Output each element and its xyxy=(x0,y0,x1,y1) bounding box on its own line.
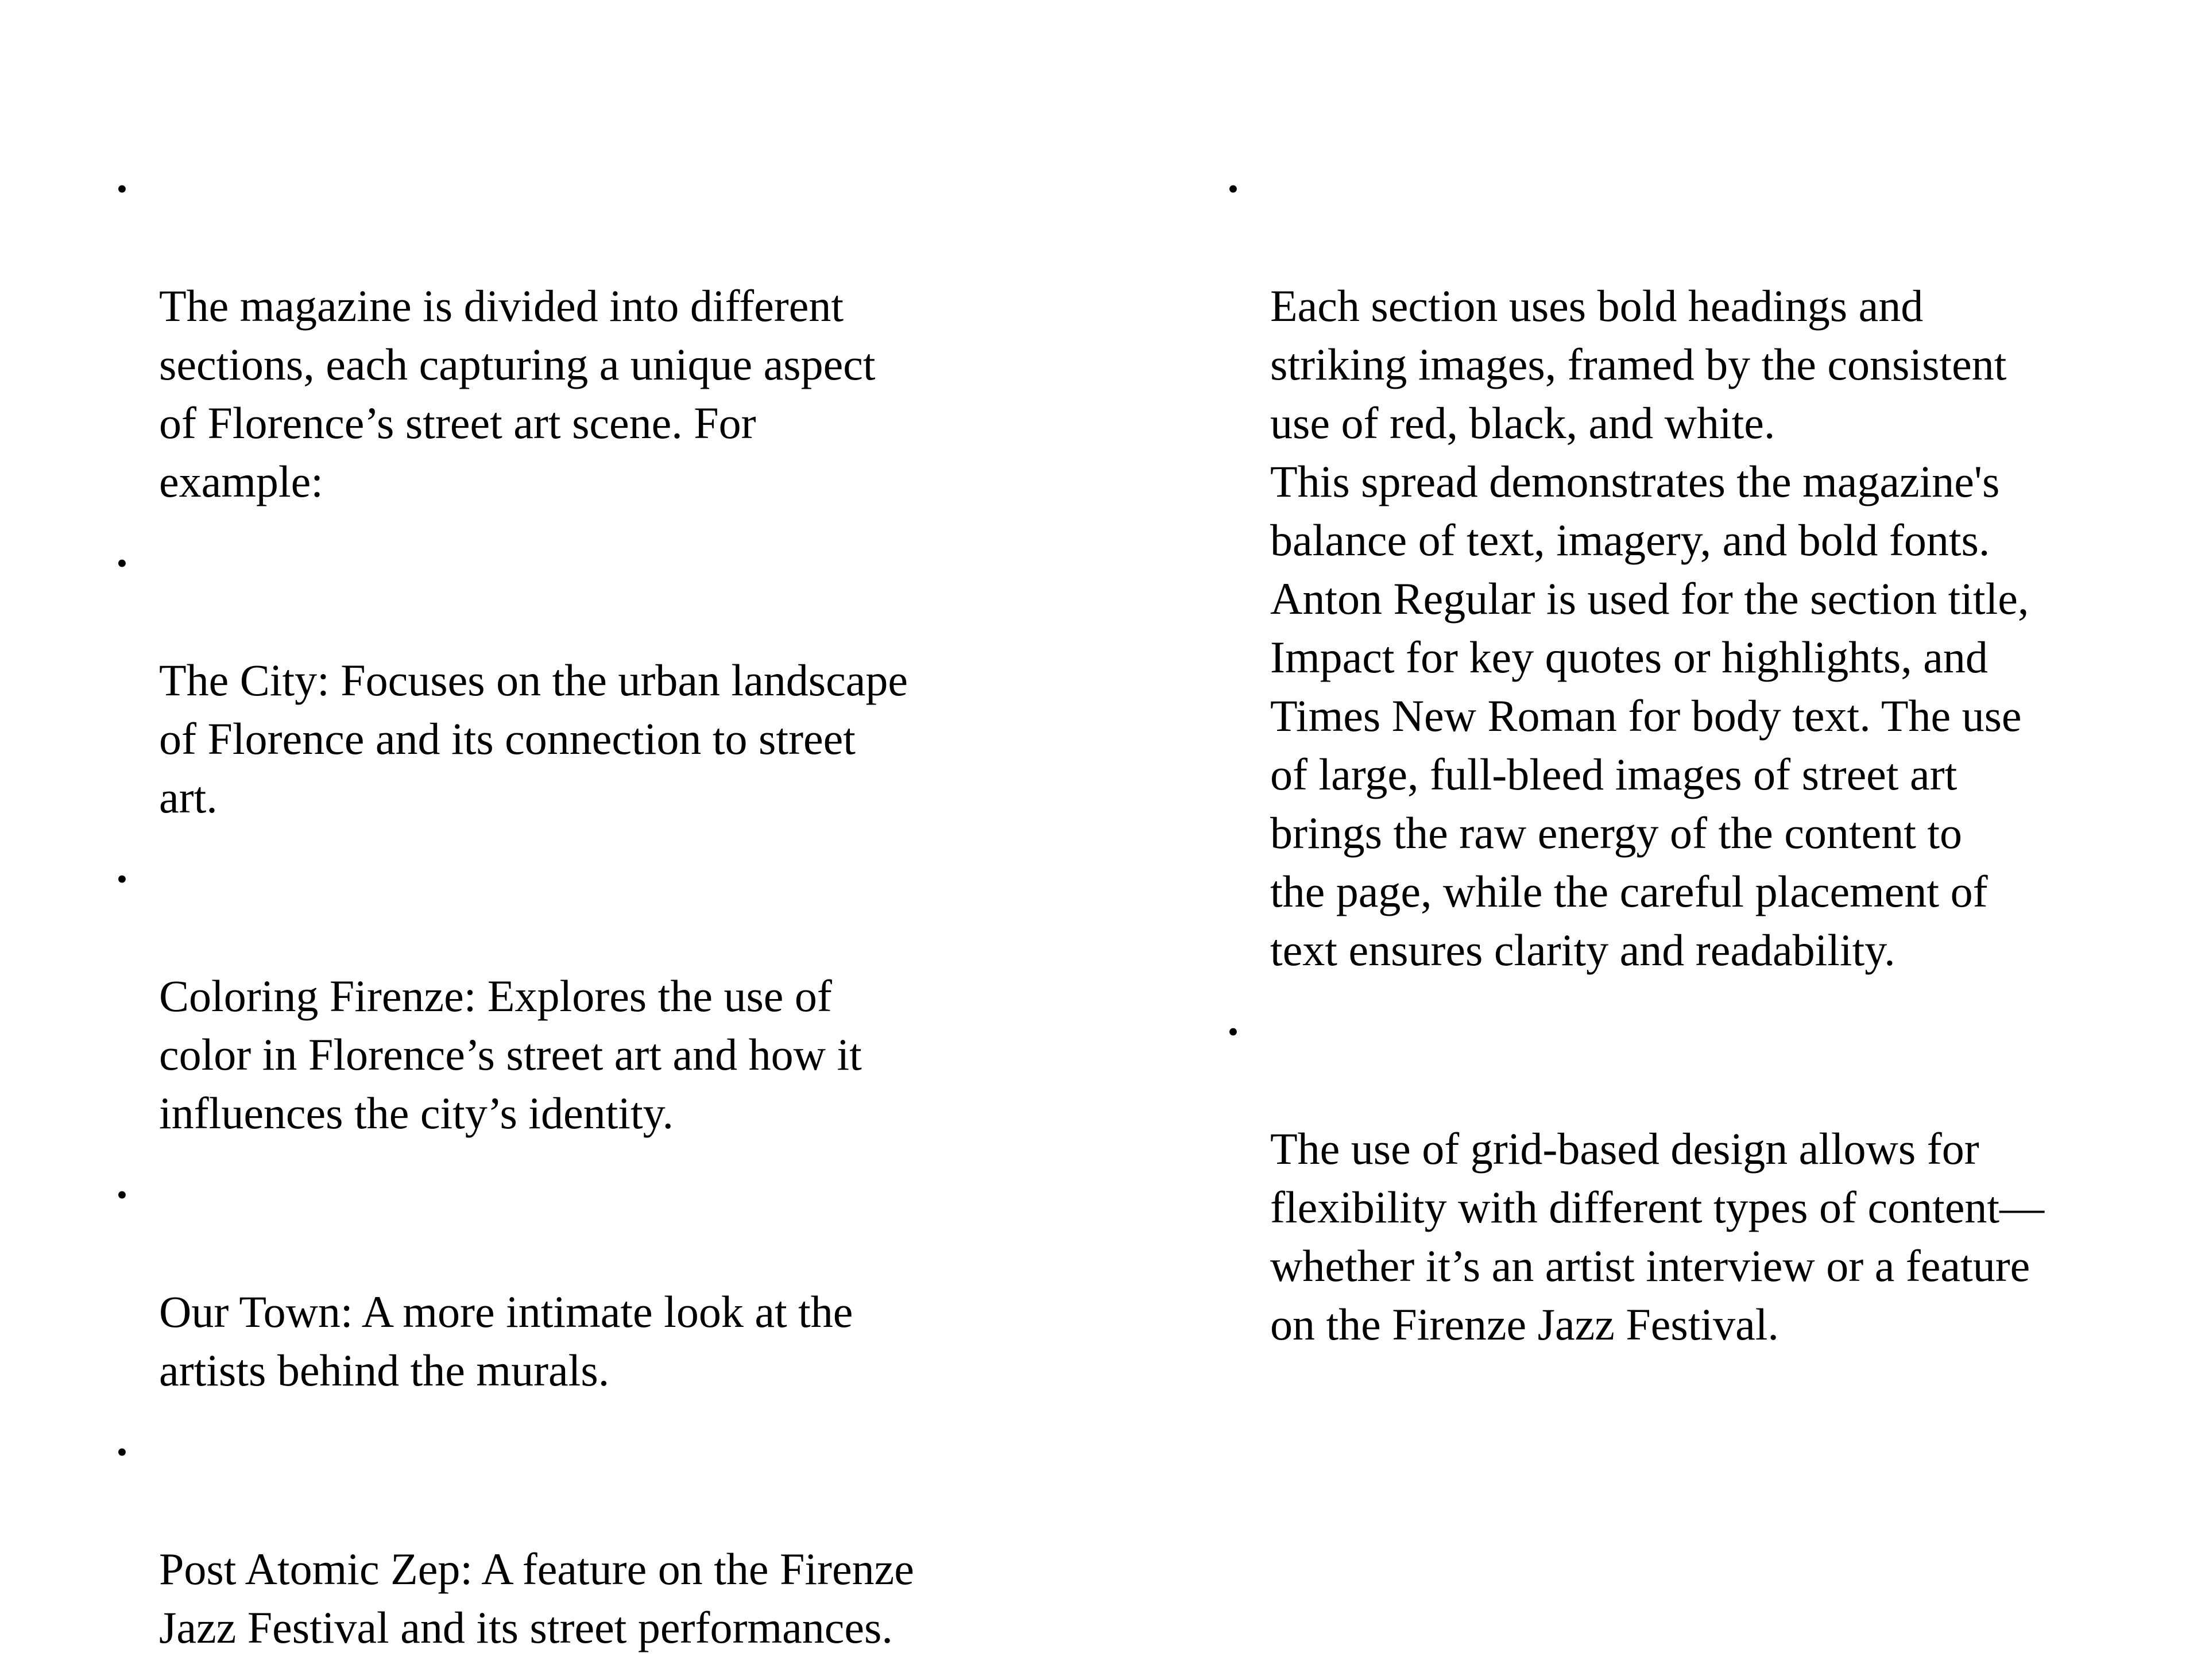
bullet-text: The City: Focuses on the urban landscape of Florence and its connection to street art. xyxy=(159,655,908,822)
bullet-icon: • xyxy=(1228,172,1239,206)
left-text-column xyxy=(117,160,1012,1680)
bullet-icon: • xyxy=(117,1435,127,1469)
bullet-item-our-town xyxy=(117,1166,1012,1400)
bullet-item-section-design xyxy=(1228,160,2123,980)
bullet-text: Coloring Firenze: Explores the use of color in Florence’s street art and how it influences the city’s identity. xyxy=(159,971,862,1138)
bullet-item-the-city xyxy=(117,534,1012,827)
bullet-item-post-atomic-zep xyxy=(117,1423,1012,1657)
bullet-icon: • xyxy=(1228,1015,1239,1049)
bullet-text: Post Atomic Zep: A feature on the Firenze Jazz Festival and its street performances. xyxy=(159,1544,914,1652)
bullet-icon: • xyxy=(117,546,127,580)
bullet-icon: • xyxy=(117,1178,127,1212)
bullet-icon: • xyxy=(117,172,127,206)
left-bullet-list xyxy=(117,160,1012,1657)
right-text-column xyxy=(1228,160,2123,1377)
bullet-text: The magazine is divided into different sections, each capturing a unique aspect of Florence’s street art scene. For example: xyxy=(159,281,876,506)
right-bullet-list xyxy=(1228,160,2123,1354)
bullet-icon: • xyxy=(117,862,127,896)
bullet-item-magazine-sections xyxy=(117,160,1012,511)
bullet-item-coloring-firenze xyxy=(117,850,1012,1143)
bullet-text: Each section uses bold headings and striking images, framed by the consistent use of red, black, and white. This spread demonstrates the magazine's balance of text, imagery, and bold fonts. Anton Regular is used for the section title, Impact for key quotes or highlights, and Times New Roman for body text. The use of large, full-bleed images of street art brings the raw energy of the content to the page, while the careful placement of text ensures clarity and readability. xyxy=(1270,281,2029,975)
bullet-item-grid-design xyxy=(1228,1002,2123,1354)
bullet-text: Our Town: A more intimate look at the artists behind the murals. xyxy=(159,1287,853,1395)
bullet-text: The use of grid-based design allows for flexibility with different types of content— whether it’s an artist interview or a feature on the Firenze Jazz Festival. xyxy=(1270,1124,2045,1349)
